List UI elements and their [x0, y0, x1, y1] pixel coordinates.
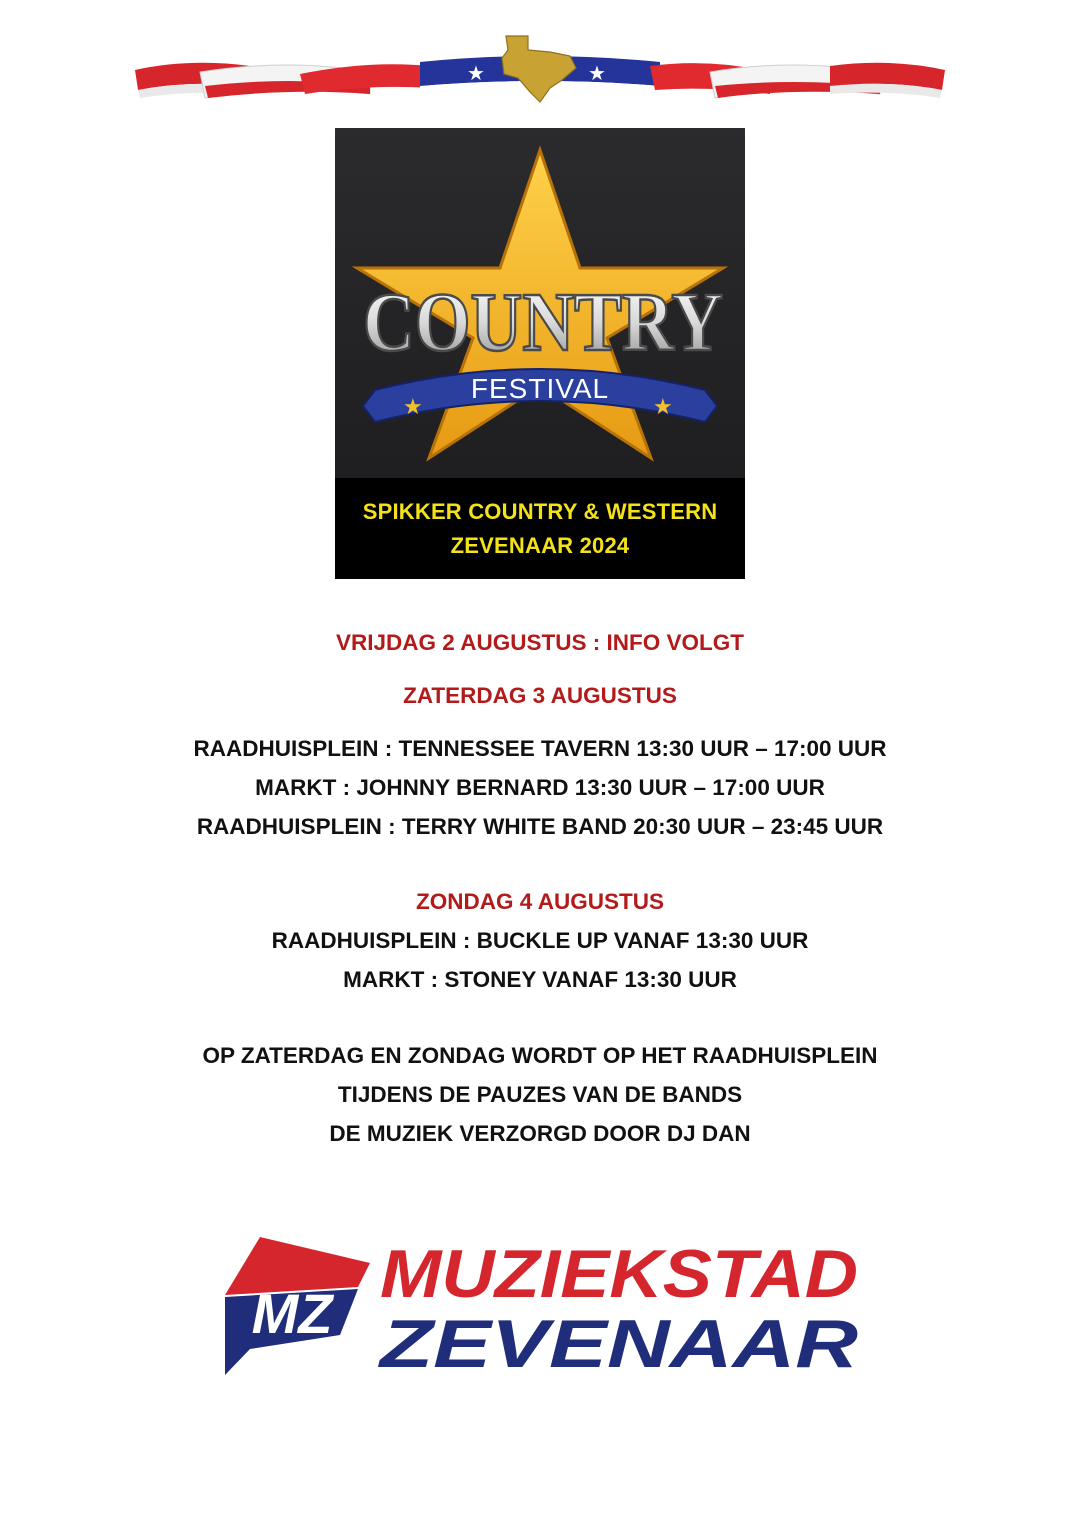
- saturday-heading: ZATERDAG 3 AUGUSTUS: [403, 683, 677, 708]
- country-festival-logo: [335, 128, 745, 478]
- sunday-item: RAADHUISPLEIN : BUCKLE UP VANAF 13:30 UUR: [271, 928, 809, 953]
- ribbon-right: [650, 63, 945, 98]
- note-line: OP ZATERDAG EN ZONDAG WORDT OP HET RAADHUISPLEIN: [202, 1043, 878, 1068]
- event-plate: [335, 478, 745, 579]
- logo-title: COUNTRY: [363, 276, 723, 369]
- ribbon-left: [135, 63, 430, 98]
- note-line: DE MUZIEK VERZORGD DOOR DJ DAN: [329, 1121, 751, 1146]
- logo-line1: MUZIEKSTAD: [380, 1236, 858, 1312]
- saturday-item: RAADHUISPLEIN : TERRY WHITE BAND 20:30 UUR – 23:45 UUR: [196, 814, 884, 839]
- monogram-text: MZ: [251, 1282, 333, 1345]
- friday-heading: VRIJDAG 2 AUGUSTUS : INFO VOLGT: [336, 630, 744, 655]
- mz-monogram-icon: [225, 1237, 370, 1375]
- svg-text:★: ★: [588, 61, 606, 85]
- saturday-item: MARKT : JOHNNY BERNARD 13:30 UUR – 17:00 UUR: [255, 775, 825, 800]
- note-line: TIJDENS DE PAUZES VAN DE BANDS: [337, 1082, 743, 1107]
- muziekstad-zevenaar-logo: [220, 1225, 870, 1375]
- sunday-item: MARKT : STONEY VANAF 13:30 UUR: [343, 967, 737, 992]
- texas-star-icon: [502, 36, 576, 102]
- banner-star-left-icon: ★: [403, 395, 423, 420]
- saturday-item: RAADHUISPLEIN : TENNESSEE TAVERN 13:30 UUR – 17:00 UUR: [193, 736, 887, 761]
- header-ribbon: [130, 28, 950, 108]
- svg-text:★: ★: [467, 61, 485, 85]
- banner-star-right-icon: ★: [653, 395, 673, 420]
- sunday-heading: ZONDAG 4 AUGUSTUS: [416, 889, 664, 914]
- event-name: SPIKKER COUNTRY & WESTERN: [362, 498, 718, 524]
- event-place-year: ZEVENAAR 2024: [450, 532, 630, 558]
- logo-line2: ZEVENAAR: [377, 1306, 858, 1375]
- festival-poster: [335, 128, 745, 579]
- logo-banner-text: FESTIVAL: [470, 373, 610, 404]
